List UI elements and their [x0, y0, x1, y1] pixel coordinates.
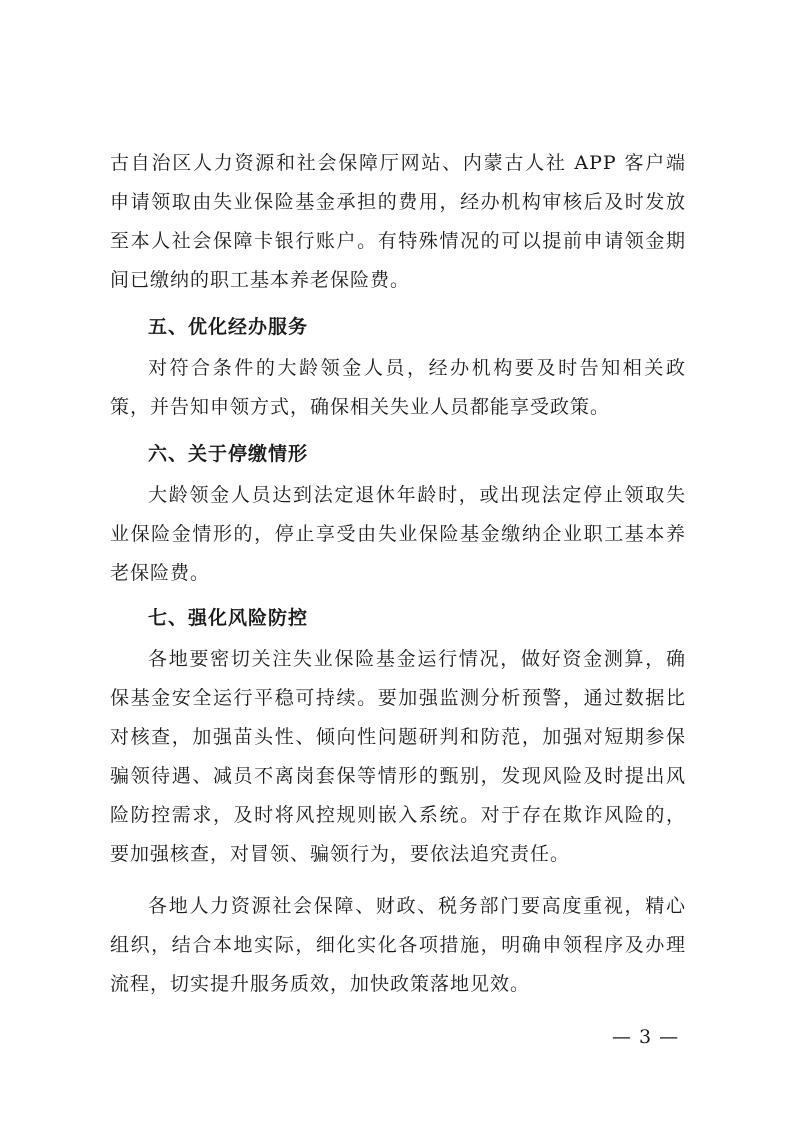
section-heading-6: 六、关于停缴情形: [148, 443, 309, 465]
section-heading-7: 七、强化风险防控: [148, 607, 309, 629]
paragraph-continuation: 古自治区人力资源和社会保障厅网站、内蒙古人社 APP 客户端申请领取由失业保险基金承担的费用，经办机构审核后及时发放至本人社会保障卡银行账户。有特殊情况的可以提前申请领金期间已缴纳的职工基本养老保险费。: [110, 152, 686, 291]
paragraph-closing: 各地人力资源社会保障、财政、税务部门要高度重视，精心组织，结合本地实际，细化实化各项措施，明确申领程序及办理流程，切实提升服务质效，加快政策落地见效。: [110, 895, 686, 995]
page-number: — 3 —: [612, 1026, 680, 1048]
paragraph-section-6: 大龄领金人员达到法定退休年龄时，或出现法定停止领取失业保险金情形的，停止享受由失业保险基金缴纳企业职工基本养老保险费。: [110, 484, 686, 584]
section-heading-5: 五、优化经办服务: [148, 316, 309, 338]
paragraph-section-5: 对符合条件的大龄领金人员，经办机构要及时告知相关政策，并告知申领方式，确保相关失业人员都能享受政策。: [110, 357, 686, 418]
paragraph-section-7: 各地要密切关注失业保险基金运行情况，做好资金测算，确保基金安全运行平稳可持续。要加强监测分析预警，通过数据比对核查，加强苗头性、倾向性问题研判和防范，加强对短期参保骗领待遇、减员不离岗套保等情形的甄别，发现风险及时提出风险防控需求，及时将风控规则嵌入系统。对于存在欺诈风险的，要加强核查，对冒领、骗领行为，要依法追究责任。: [110, 648, 686, 865]
